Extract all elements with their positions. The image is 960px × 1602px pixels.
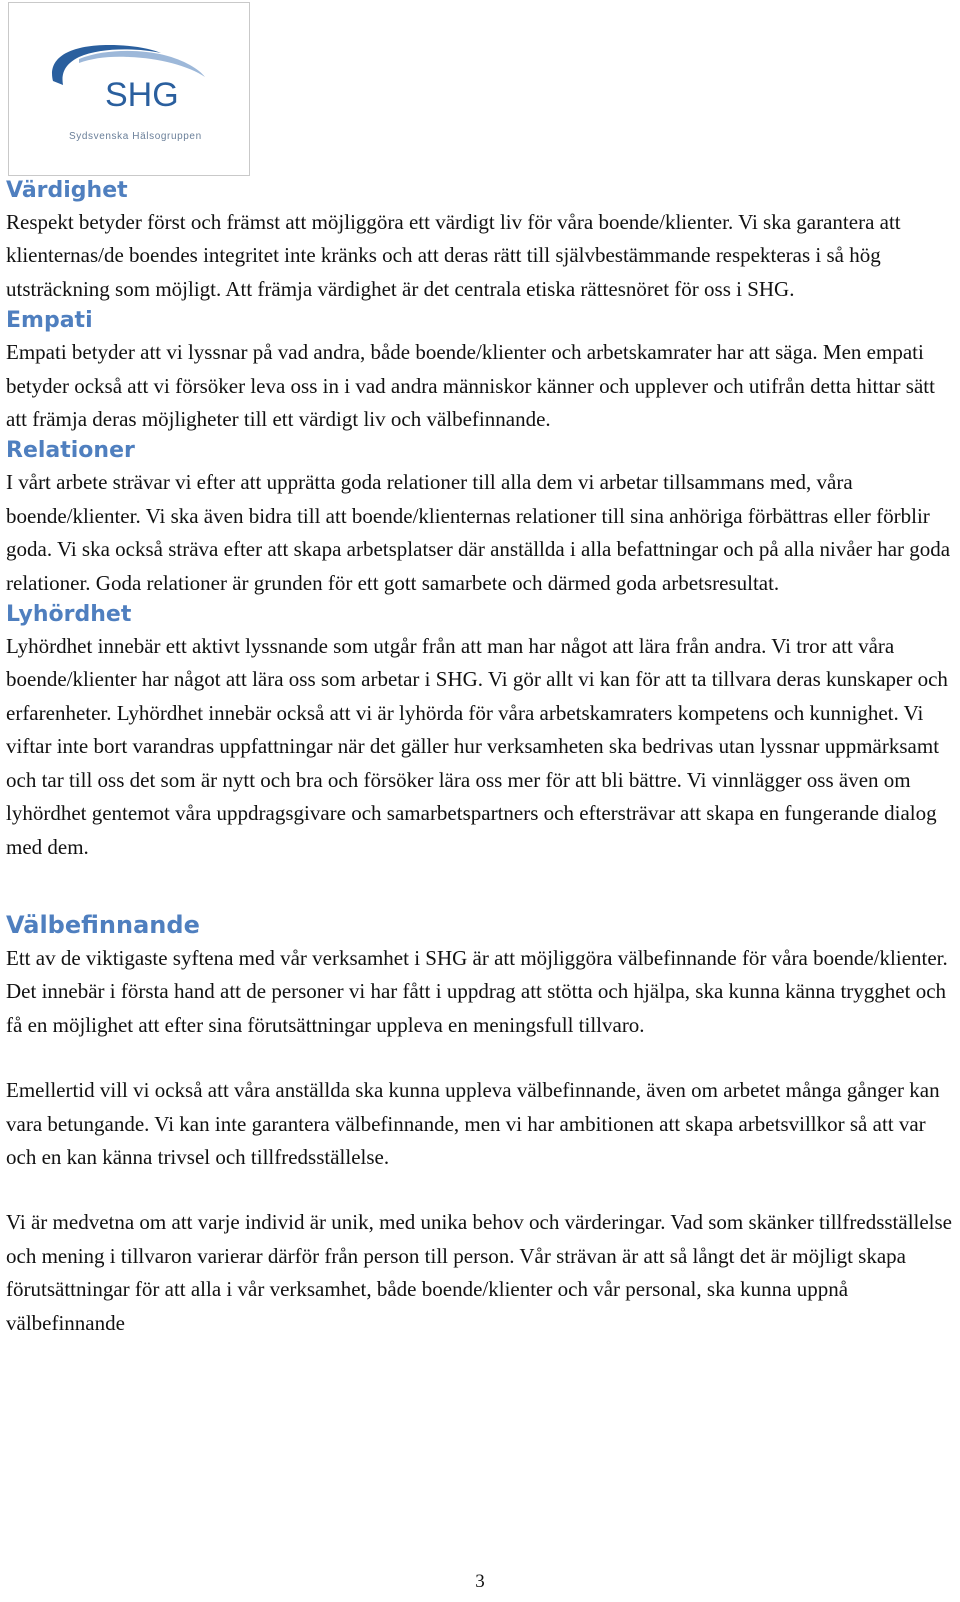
logo-swoosh-light xyxy=(79,51,205,77)
document-body xyxy=(6,176,954,1340)
heading-vardighet: Värdighet xyxy=(6,178,128,203)
paragraph-relationer: I vårt arbete strävar vi efter att upprätta goda relationer till alla dem vi arbetar tillsammans med, våra boende/klienter. Vi ska även bidra till att boende/klienternas relationer till sina anhöriga förbättras eller förblir goda. Vi ska också sträva efter att skapa arbetsplatser där anställda i alla befattningar och på alla nivåer har goda relationer. Goda relationer är grunden för ett gott samarbete och därmed goda arbetsresultat. xyxy=(6,470,951,595)
paragraph-valbefinnande-3: Vi är medvetna om att varje individ är unik, med unika behov och värderingar. Vad som skänker tillfredsställelse och mening i tillvaron varierar därför från person till person. Vår strävan är att så långt det är möjligt skapa förutsättningar för att alla i vår verksamhet, både boende/klienter och vår personal, ska kunna uppnå välbefinnande xyxy=(6,1210,953,1335)
paragraph-spacer xyxy=(6,1042,954,1074)
heading-empati: Empati xyxy=(6,308,93,334)
heading-relationer: Relationer xyxy=(6,438,135,464)
logo-wordmark: SHG xyxy=(105,76,179,114)
heading-lyhordhet: Lyhördhet xyxy=(6,602,132,628)
paragraph-empati: Empati betyder att vi lyssnar på vad andra, både boende/klienter och arbetskamrater har att säga. Men empati betyder också att vi försöker leva oss in i vad andra människor känner och upplever och utifrån detta hittar sätt att främja deras möjligheter till ett värdigt liv och välbefinnande. xyxy=(6,340,935,432)
shg-logo-graphic xyxy=(9,3,249,175)
paragraph-vardighet: Respekt betyder först och främst att möjliggöra ett värdigt liv för våra boende/klienter. Vi ska garantera att klienternas/de boendes integritet inte kränks och att deras rätt till självbestämmande respekteras i så hög utsträckning som möjligt. Att främja värdighet är det centrala etiska rättesnöret för oss i SHG. xyxy=(6,210,901,301)
paragraph-lyhordhet: Lyhördhet innebär ett aktivt lyssnande som utgår från att man har något att lära från andra. Vi tror att våra boende/klienter har något att lära oss som arbetar i SHG. Vi gör allt vi kan för att ta tillvara deras kunskaper och erfarenheter. Lyhördhet innebär också att vi är lyhörda för våra arbetskamraters kompetens och kunnighet. Vi viftar inte bort varandras uppfattningar när det gäller hur verksamheten ska bedrivas utan lyssnar uppmärksamt och tar till oss det som är nytt och bra och försöker lära oss mer för att bli bättre. Vi vinnlägger oss även om lyhördhet gentemot våra uppdragsgivare och samarbetspartners och eftersträvar att skapa en fungerande dialog med dem. xyxy=(6,634,948,859)
section-spacer xyxy=(6,864,954,908)
page-number: 3 xyxy=(475,1571,485,1592)
paragraph-valbefinnande-2: Emellertid vill vi också att våra anställda ska kunna uppleva välbefinnande, även om arbetet många gånger kan vara betungande. Vi kan inte garantera välbefinnande, men vi har ambitionen att skapa arbetsvillkor så att var och en kan känna trivsel och tillfredsställelse. xyxy=(6,1078,940,1169)
logo-subtitle: Sydsvenska Hälsogruppen xyxy=(69,131,202,142)
paragraph-spacer xyxy=(6,1174,954,1206)
heading-valbefinnande: Välbefinnande xyxy=(6,910,200,939)
paragraph-valbefinnande-1: Ett av de viktigaste syftena med vår verksamhet i SHG är att möjliggöra välbefinnande för våra boende/klienter. Det innebär i första hand att de personer vi har fått i uppdrag att stötta och hjälpa, ska kunna känna trygghet och få en möjlighet att efter sina förutsättningar uppleva en meningsfull tillvaro. xyxy=(6,945,948,1037)
company-logo xyxy=(8,2,250,176)
